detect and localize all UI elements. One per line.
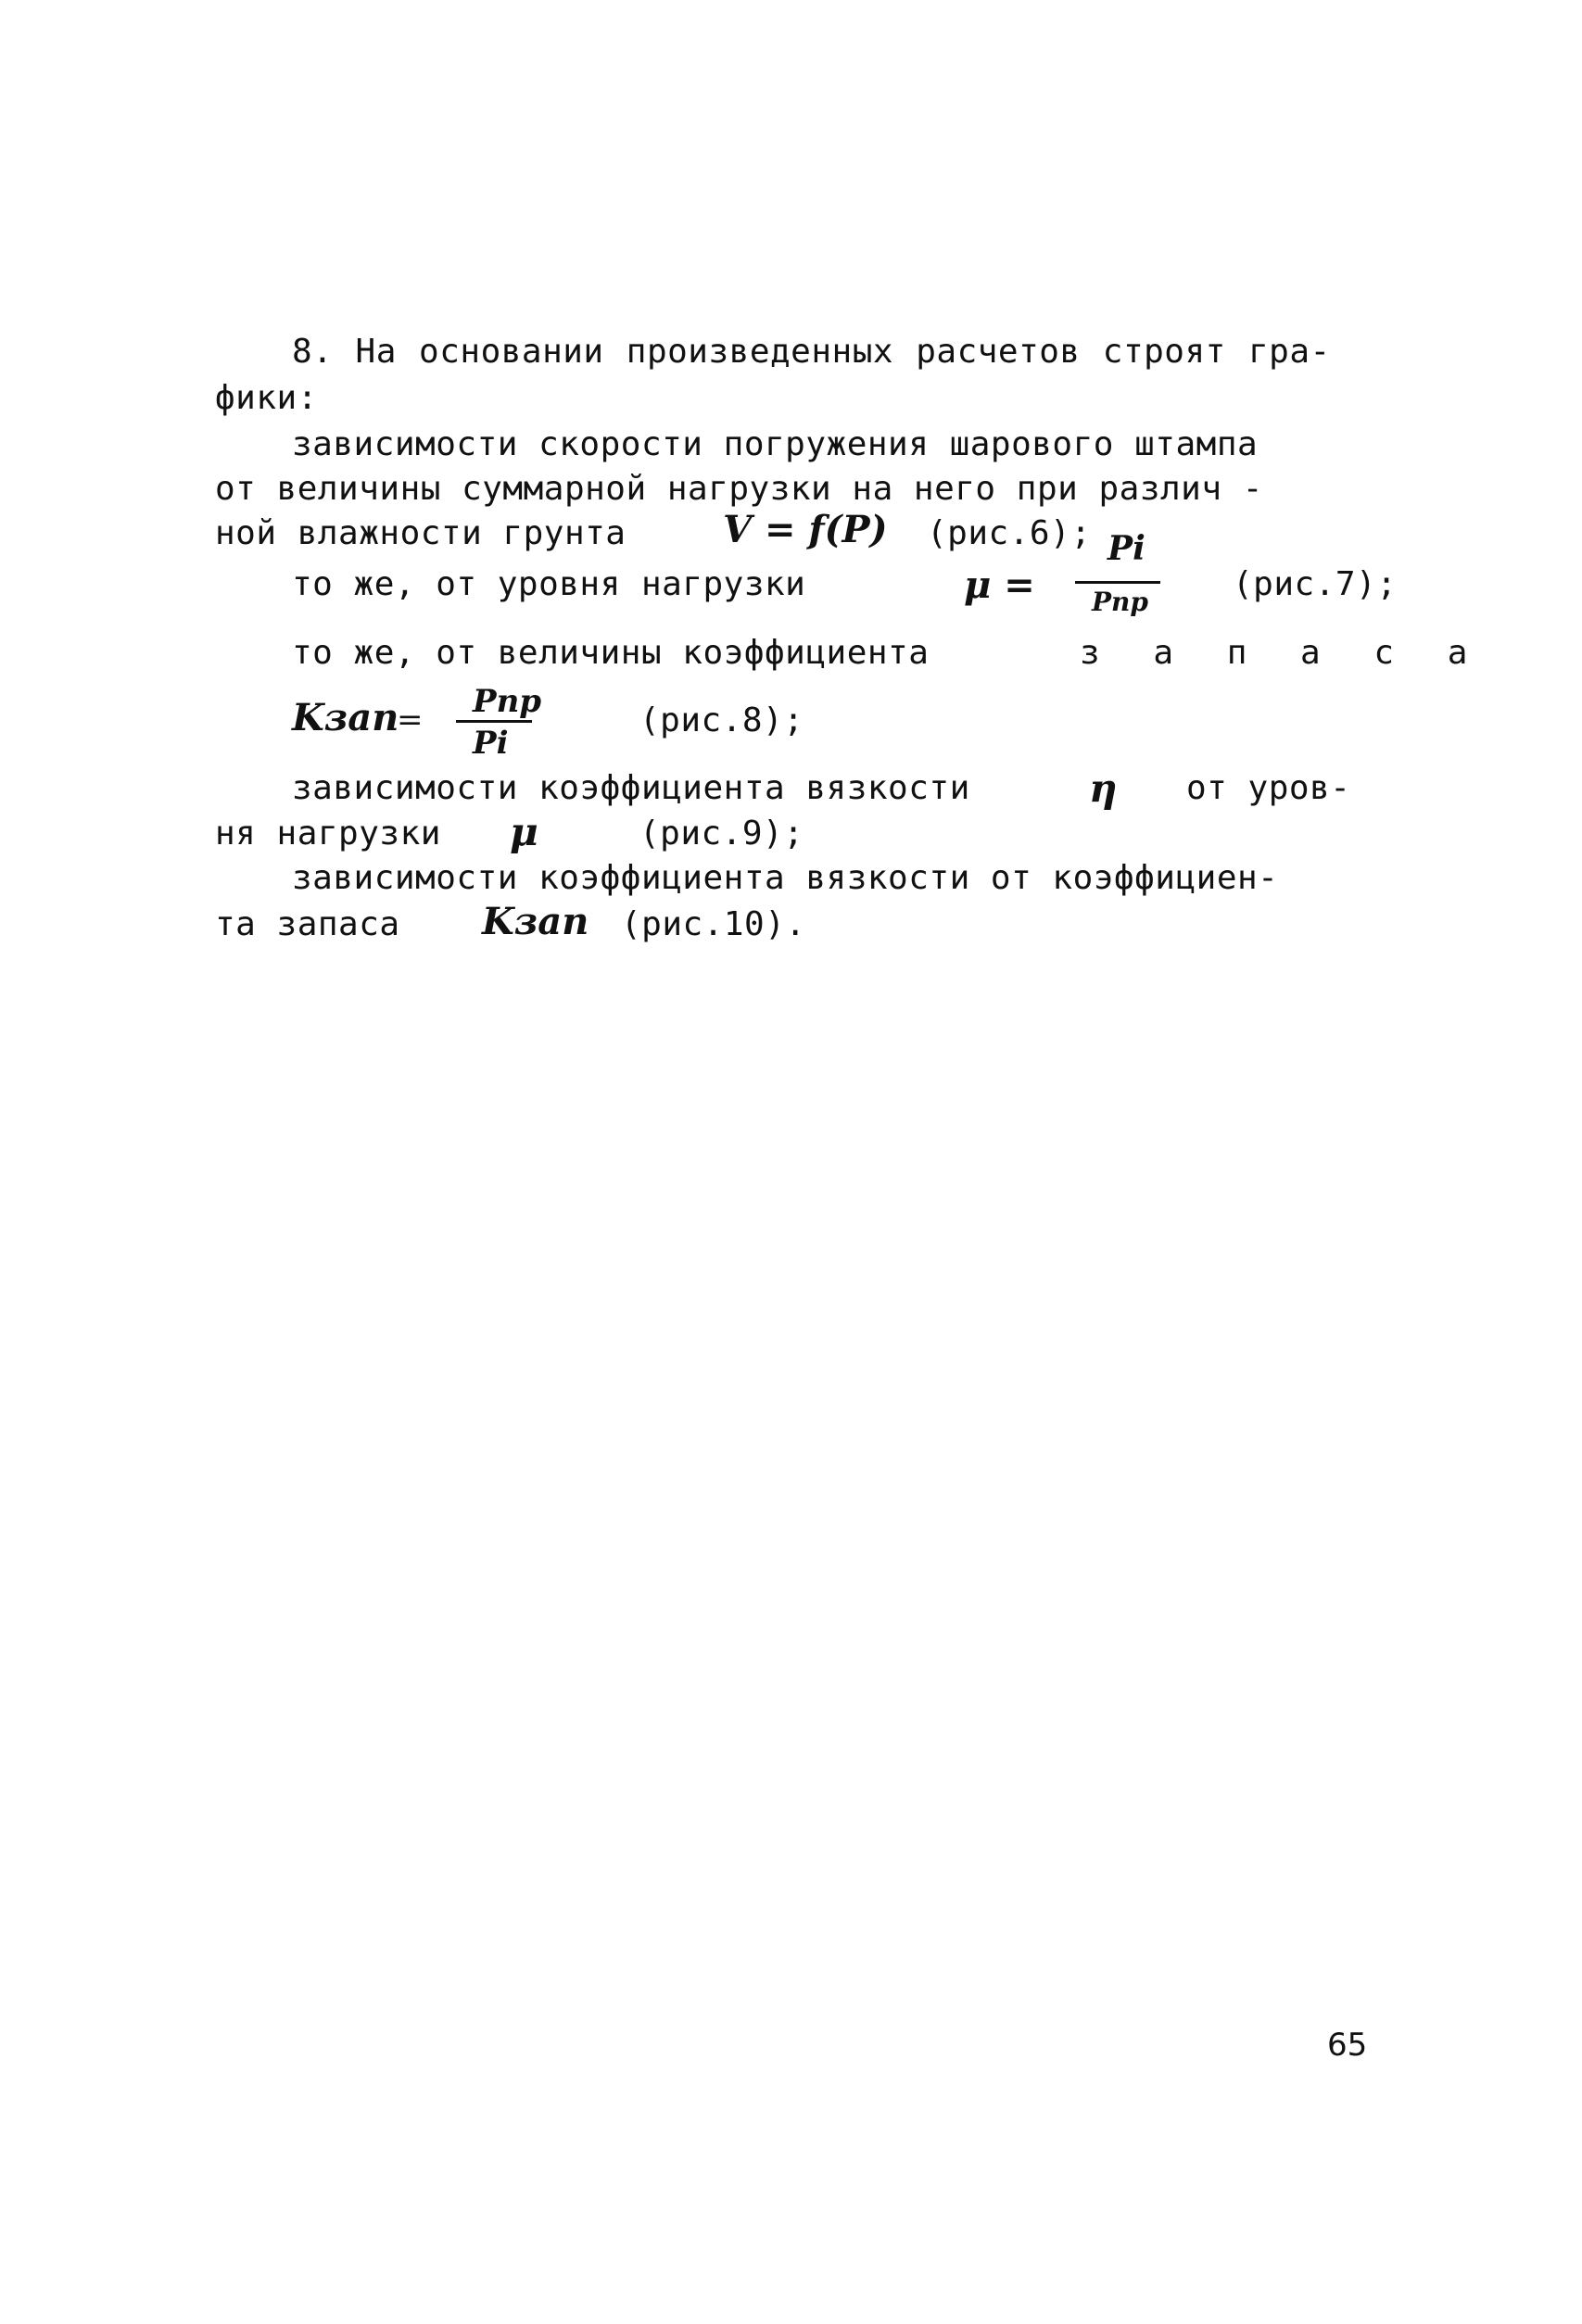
page-number: 65 bbox=[1327, 2027, 1368, 2064]
paragraph-line-9: зависимости коэффициента вязкости bbox=[292, 769, 970, 807]
paragraph-line-6: то же, от уровня нагрузки bbox=[292, 565, 806, 603]
paragraph-line-9-end: от уров- bbox=[1186, 769, 1351, 807]
ref-fig-7: (рис.7); bbox=[1233, 565, 1398, 603]
formula-kzap-denominator: Pi bbox=[473, 725, 509, 762]
formula-kzap-lhs: Kзап bbox=[292, 696, 399, 739]
paragraph-line-5: ной влажности грунта bbox=[215, 514, 626, 552]
formula-kzap: Kзап bbox=[482, 900, 589, 943]
formula-kzap-fraction-bar bbox=[456, 720, 532, 723]
formula-mu-numerator: Pi bbox=[1107, 529, 1145, 568]
paragraph-line-11: зависимости коэффициента вязкости от коэффициен- bbox=[292, 859, 1279, 897]
formula-eta: η bbox=[1089, 765, 1118, 811]
paragraph-line-12: та запаса bbox=[215, 905, 400, 943]
formula-kzap-equals: = bbox=[397, 701, 424, 739]
ref-fig-6: (рис.6); bbox=[927, 514, 1092, 552]
formula-mu-lhs: μ = bbox=[964, 563, 1035, 607]
paragraph-line-3: зависимости скорости погружения шарового штампа bbox=[292, 425, 1259, 463]
paragraph-line-1: 8. На основании произведенных расчетов строят гра- bbox=[292, 333, 1331, 371]
formula-v-of-p: V = f(P) bbox=[723, 508, 888, 551]
formula-mu-fraction-bar bbox=[1075, 581, 1160, 584]
formula-mu-denominator: Pпр bbox=[1092, 587, 1148, 617]
paragraph-line-4: от величины суммарной нагрузки на него при различ - bbox=[215, 470, 1263, 508]
paragraph-line-10: ня нагрузки bbox=[215, 815, 441, 853]
formula-kzap-numerator: Pпр bbox=[473, 683, 542, 720]
ref-fig-10: (рис.10). bbox=[621, 905, 806, 943]
paragraph-line-2: фики: bbox=[215, 379, 318, 417]
ref-fig-8: (рис.8); bbox=[639, 701, 804, 739]
word-zapasa-spaced: з а п а с а bbox=[1080, 634, 1481, 672]
ref-fig-9: (рис.9); bbox=[639, 815, 804, 853]
formula-mu: μ bbox=[510, 809, 538, 854]
paragraph-line-7: то же, от величины коэффициента bbox=[292, 634, 930, 672]
